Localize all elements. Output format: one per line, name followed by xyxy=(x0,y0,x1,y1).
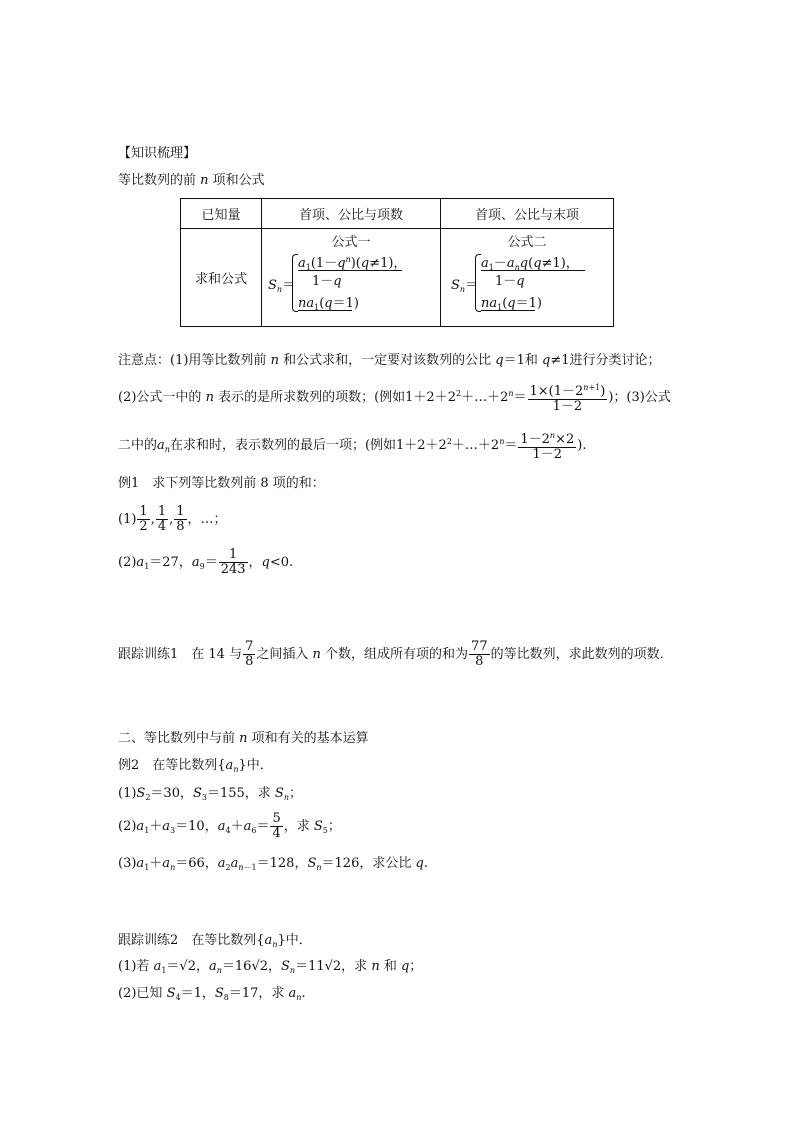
example-1-part-2: $(2)a_1=27$，$a_9=$ $\frac{1}{243}$ ，q<0. xyxy=(118,547,294,577)
example-2-part-3: $(3)a_1+a_n=66$，$a_2a_{n-1}=128$，$S_n=126$，求公比 q. xyxy=(118,856,428,872)
example-1-part-1: (1) $\frac{1}{2}$ , $\frac{1}{4}$ , $\frac{1}{8}$ ，…； xyxy=(118,504,227,534)
table-header-col1: 首项、公比与项数 xyxy=(262,199,441,229)
heading: 【知识梳理】 xyxy=(118,146,197,161)
example-2-part-1: $(1)S_2=30$，$S_3=155$，求 $S_n$； xyxy=(118,786,302,802)
table-header-known: 已知量 xyxy=(181,199,262,229)
example-2-part-2: $(2)a_1+a_3=10$，$a_4+a_6=$ $\frac{5}{4}$ ，求 $S_5$； xyxy=(118,811,341,841)
formula-one-title: 公式一 xyxy=(331,235,371,250)
section-2-heading: 二、等比数列中与前 n 项和有关的基本运算 xyxy=(118,731,369,746)
note-line-2: (2)公式一中的 n 表示的是所求数列的项数；(例如$1+2+2^2+\dots+2^n=$ $\frac{1\times(1-2^{n+1})}{1-2}$ )；(3)公式 xyxy=(118,383,671,414)
formula-one: $S_n=$ $a_1(1-q^n)(q\ne 1)$， 1－q $na_1(q=1)$ xyxy=(268,255,407,312)
tracking-exercise-1: 跟踪训练1 在 14 与 $\frac{7}{8}$ 之间插入 n 个数，组成所有项的和为 $\frac{77}{8}$ 的等比数列，求此数列的项数． xyxy=(118,639,673,669)
tracking-exercise-2-part-1: (1)若 $a_1=√2$，$a_n=16√2$，$S_n=11√2$，求 n 和 q； xyxy=(118,959,423,975)
example-2-title: 例2 在等比数列$\{a_n\}$中． xyxy=(118,758,273,774)
formula-two-title: 公式二 xyxy=(507,235,547,250)
tracking-exercise-2-title: 跟踪训练2 在等比数列$\{a_n\}$中． xyxy=(118,933,312,949)
table-header-col2: 首项、公比与末项 xyxy=(441,199,614,229)
sum-formula-table xyxy=(180,198,614,327)
subheading: 等比数列的前 n 项和公式 xyxy=(118,173,265,188)
note-line-1: 注意点：(1)用等比数列前 n 和公式求和，一定要对该数列的公比 q＝1和 q≠1进行分类讨论； xyxy=(118,353,661,368)
formula-two: $S_n=$ $a_1-a_nq(q\ne 1)$， 1－q $na_1(q=1)$ xyxy=(441,250,613,318)
example-1-title: 例1 求下列等比数列前 8 项的和： xyxy=(118,476,325,491)
formula-two-cell xyxy=(441,229,614,327)
tracking-exercise-2-part-2: (2)已知 $S_4=1$，$S_8=17$，求 $a_n$. xyxy=(118,986,306,1002)
note-line-3: 二中的$a_n$在求和时，表示数列的最后一项；(例如$1+2+2^2+\dots+2^n=$ $\frac{1-2^n\times 2}{1-2}$ ). xyxy=(118,431,587,462)
table-row-label: 求和公式 xyxy=(181,229,262,327)
formula-one-cell xyxy=(262,229,441,327)
